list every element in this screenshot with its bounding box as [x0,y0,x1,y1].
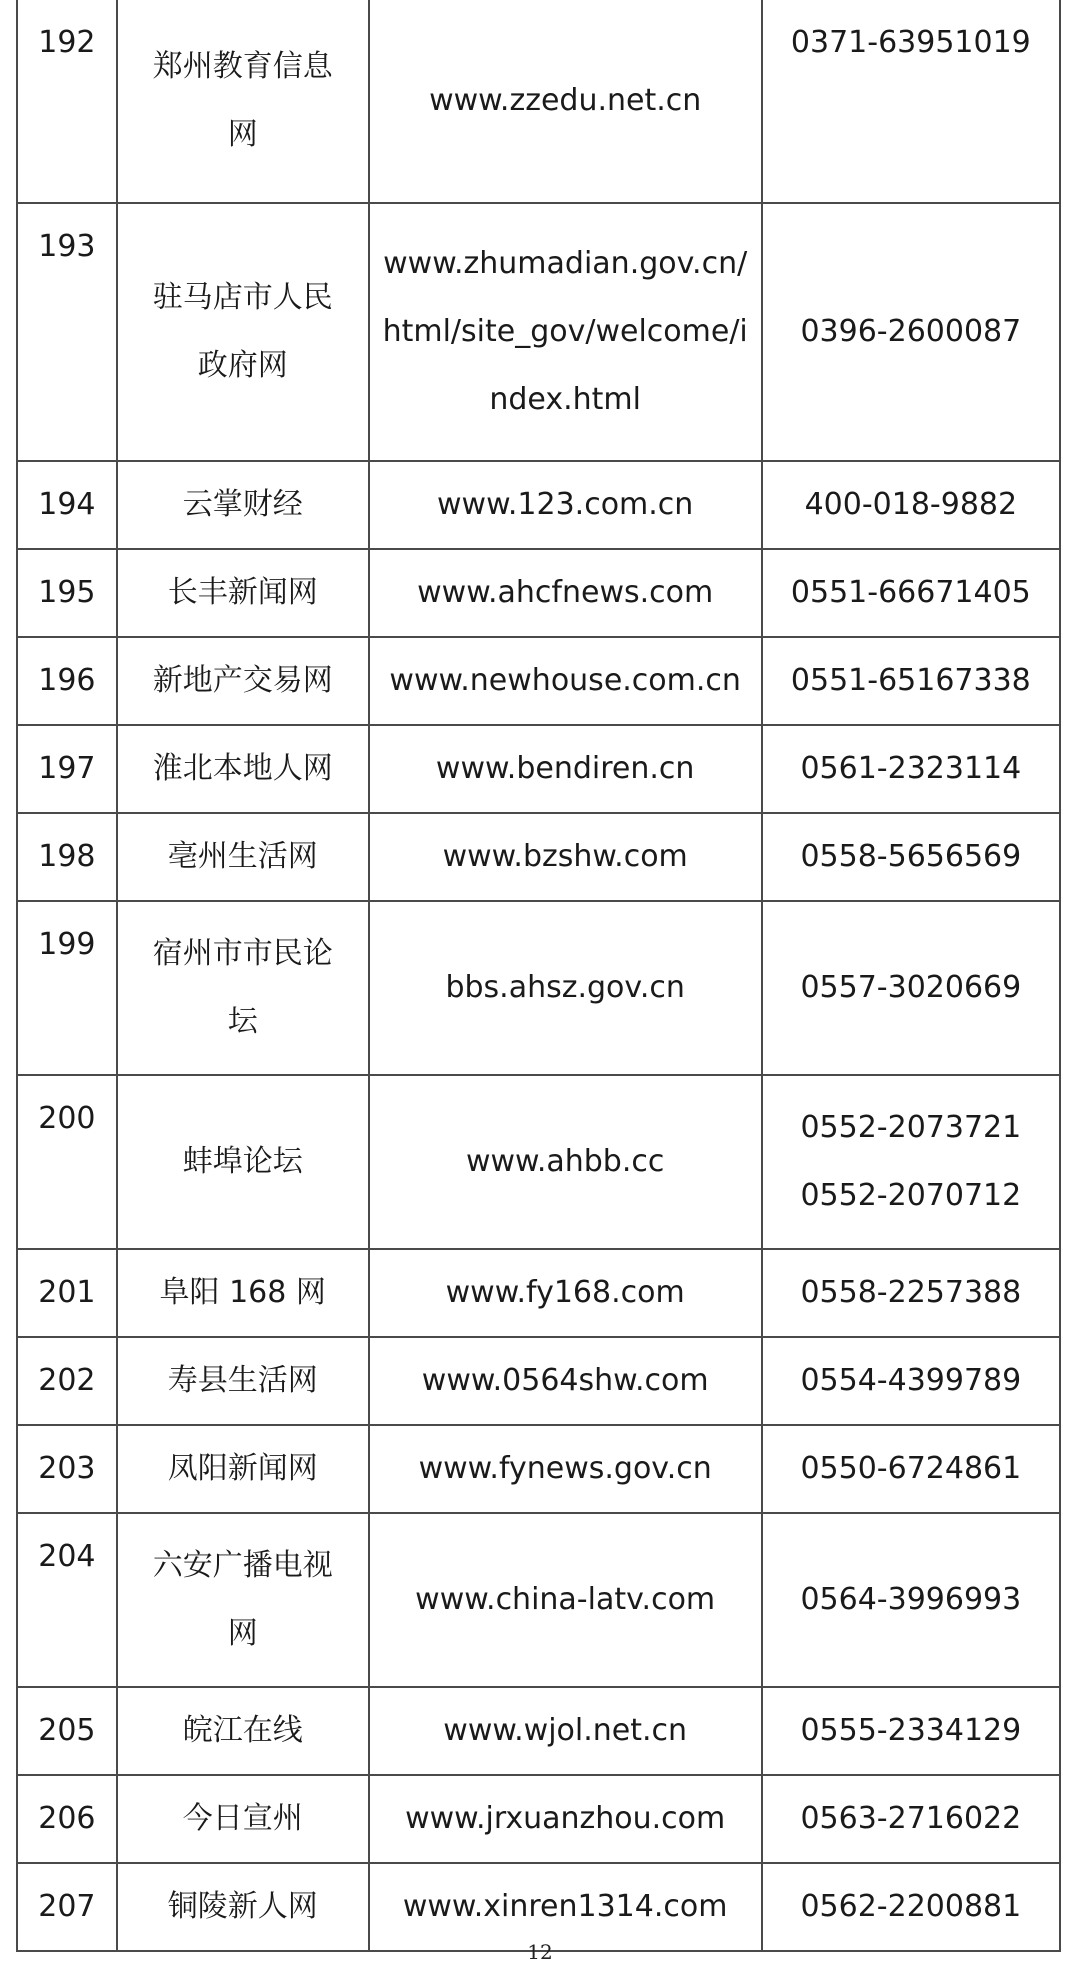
site-name: 亳州生活网 [117,813,369,901]
website-table [16,0,1061,1952]
site-url: www.newhouse.com.cn [369,637,762,725]
site-name: 皖江在线 [117,1687,369,1775]
site-name: 六安广播电视 网 [117,1513,369,1687]
table-row [17,1337,1060,1425]
row-number: 207 [17,1863,117,1951]
site-url: www.bendiren.cn [369,725,762,813]
site-name: 驻马店市人民 政府网 [117,203,369,461]
phone-number: 0552-2073721 [800,1110,1022,1145]
site-url: www.fy168.com [369,1249,762,1337]
site-name: 淮北本地人网 [117,725,369,813]
table-row [17,0,1060,203]
row-number: 196 [17,637,117,725]
contact-phone: 0554-4399789 [762,1337,1060,1425]
row-number: 194 [17,461,117,549]
site-url: www.wjol.net.cn [369,1687,762,1775]
site-name: 铜陵新人网 [117,1863,369,1951]
row-number: 200 [17,1075,117,1249]
table-row [17,1775,1060,1863]
site-url: www.jrxuanzhou.com [369,1775,762,1863]
table-row [17,1249,1060,1337]
site-url: www.china-latv.com [369,1513,762,1687]
contact-phone: 0557-3020669 [762,901,1060,1075]
row-number: 193 [17,203,117,461]
site-name: 长丰新闻网 [117,549,369,637]
site-name: 寿县生活网 [117,1337,369,1425]
site-url: www.zhumadian.gov.cn/ html/site_gov/welcome/i ndex.html [369,203,762,461]
row-number: 205 [17,1687,117,1775]
table-row [17,637,1060,725]
page-number: 12 [527,1940,553,1964]
contact-phone: 0561-2323114 [762,725,1060,813]
site-url: www.ahcfnews.com [369,549,762,637]
site-url: www.fynews.gov.cn [369,1425,762,1513]
table-row [17,549,1060,637]
site-name: 今日宣州 [117,1775,369,1863]
site-name: 云掌财经 [117,461,369,549]
contact-phone: 0558-2257388 [762,1249,1060,1337]
table-row [17,1425,1060,1513]
contact-phone: 0562-2200881 [762,1863,1060,1951]
row-number: 201 [17,1249,117,1337]
site-url: www.0564shw.com [369,1337,762,1425]
row-number: 206 [17,1775,117,1863]
table-row [17,1513,1060,1687]
site-name: 新地产交易网 [117,637,369,725]
site-url: www.ahbb.cc [369,1075,762,1249]
site-url: bbs.ahsz.gov.cn [369,901,762,1075]
contact-phone: 0564-3996993 [762,1513,1060,1687]
table-row [17,813,1060,901]
site-name: 阜阳 168 网 [117,1249,369,1337]
row-number: 198 [17,813,117,901]
table-row [17,203,1060,461]
contact-phone: 0371-63951019 [762,0,1060,203]
site-url: www.zzedu.net.cn [369,0,762,203]
contact-phone: 0558-5656569 [762,813,1060,901]
table-row [17,461,1060,549]
row-number: 197 [17,725,117,813]
contact-phone: 0550-6724861 [762,1425,1060,1513]
row-number: 204 [17,1513,117,1687]
contact-phone: 400-018-9882 [762,461,1060,549]
site-name: 凤阳新闻网 [117,1425,369,1513]
table-row [17,901,1060,1075]
table-body [17,0,1060,1951]
contact-phone: 0563-2716022 [762,1775,1060,1863]
table-row [17,725,1060,813]
contact-phone: 0551-65167338 [762,637,1060,725]
row-number: 199 [17,901,117,1075]
contact-phone [762,1075,1060,1249]
site-url: www.bzshw.com [369,813,762,901]
site-url: www.xinren1314.com [369,1863,762,1951]
site-name: 宿州市市民论 坛 [117,901,369,1075]
site-url: www.123.com.cn [369,461,762,549]
row-number: 202 [17,1337,117,1425]
row-number: 195 [17,549,117,637]
phone-number: 0552-2070712 [800,1178,1022,1213]
table-row [17,1687,1060,1775]
row-number: 203 [17,1425,117,1513]
table-row [17,1863,1060,1951]
site-name: 郑州教育信息 网 [117,0,369,203]
contact-phone: 0551-66671405 [762,549,1060,637]
contact-phone: 0396-2600087 [762,203,1060,461]
table-row [17,1075,1060,1249]
contact-phone: 0555-2334129 [762,1687,1060,1775]
row-number: 192 [17,0,117,203]
site-name: 蚌埠论坛 [117,1075,369,1249]
